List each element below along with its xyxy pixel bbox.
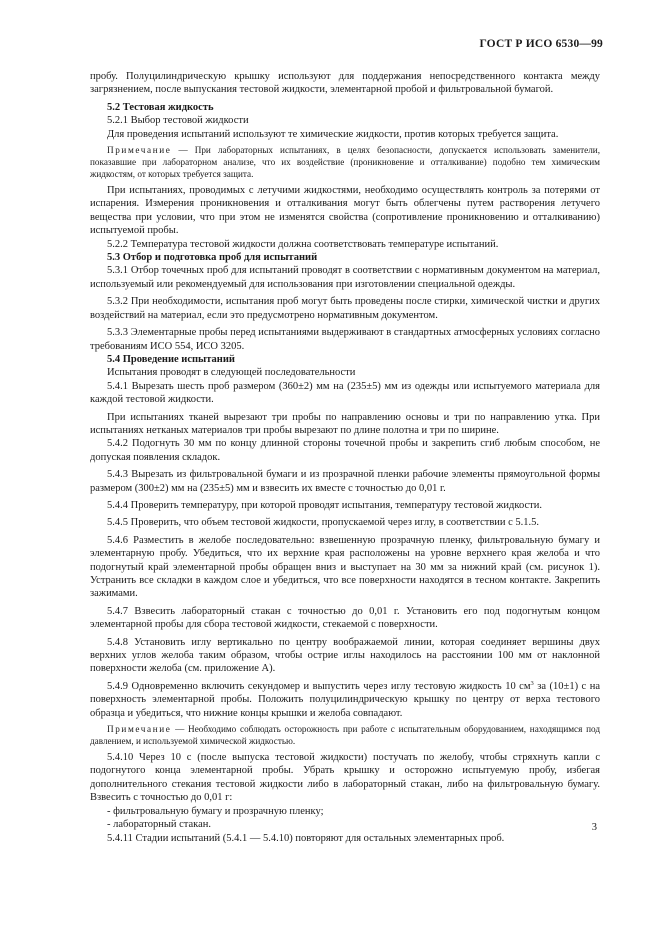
paragraph-5-4-11: 5.4.11 Стадии испытаний (5.4.1 — 5.4.10) повторяют для остальных элементарных проб. xyxy=(107,832,505,844)
paragraph-5-3-1: 5.3.1 Отбор точечных проб для испытаний проводят в соответствии с нормативным документом на материал, используемый или рекомендуемый для использования при изготовлении специальной одежды. xyxy=(90,265,600,290)
document-body xyxy=(90,70,600,845)
note-label: Примечание xyxy=(107,724,172,735)
paragraph-volatile: При испытаниях, проводимых с летучими жидкостями, необходимо осуществлять контроль за потерями от испарения. Измерения проникновения и отталкивания могут быть облегчены путем растворения летучего вещества при условии, что при этом не изменятся свойства (сопротивление проникновению и отталкиванию) испытуемой пробы. xyxy=(90,185,600,237)
paragraph-5-4-9-start: 5.4.9 Одновременно включить секундомер и выпустить через иглу тестовую жидкость 10 см xyxy=(107,680,531,692)
list-item: - лабораторный стакан. xyxy=(107,819,212,831)
note-label: Примечание xyxy=(107,145,172,156)
paragraph-5-4-9 xyxy=(90,680,600,720)
paragraph-5-4-5: 5.4.5 Проверить, что объем тестовой жидкости, пропускаемой через иглу, в соответствии с 5.1.5. xyxy=(107,517,540,529)
paragraph-5-4-2: 5.4.2 Подогнуть 30 мм по концу длинной стороны точечной пробы и закрепить сгиб любым способом, не допуская появления складок. xyxy=(90,438,600,463)
note-text: — Необходимо соблюдать осторожность при работе с испытательным оборудованием, находящимся под давлением, и используемой химической жидкостью. xyxy=(90,724,600,747)
paragraph-5-4-1: 5.4.1 Вырезать шесть проб размером (360±2) мм на (235±5) мм из одежды или испытуемого материала для каждой тестовой жидкости. xyxy=(90,380,600,406)
paragraph-5-4-4: 5.4.4 Проверить температуру, при которой проводят испытания, температуру тестовой жидкости. xyxy=(107,499,542,511)
paragraph-5-3-3: 5.3.3 Элементарные пробы перед испытаниями выдерживают в стандартных атмосферных условиях согласно требованиям ИСО 554, ИСО 3205. xyxy=(90,327,600,352)
paragraph-5-4-intro: Испытания проводят в следующей последовательности xyxy=(107,367,356,379)
superscript-3: 3 xyxy=(530,679,534,687)
note-text: — При лабораторных испытаниях, в целях безопасности, допускается использовать заменители, показавшие при лабораторном анализе, что их воздействие (проникновение и отталкивание) подобно тем химическим жидкостям, от которых требуется защита. xyxy=(90,145,600,180)
paragraph-fabric: При испытаниях тканей вырезают три пробы по направлению основы и три по направлению утка. При испытаниях нетканых материалов три пробы вырезают по длине полотна и три по ширине. xyxy=(90,411,600,436)
paragraph-5-2-1-text: Для проведения испытаний используют те химические жидкости, против которых требуется защита. xyxy=(107,128,559,140)
paragraph-intro: пробу. Полуцилиндрическую крышку используют для поддержания непосредственного контакта между загрязнением, после выпускания тестовой жидкости, элементарной пробой и фильтровальной бумагой. xyxy=(90,71,600,96)
paragraph-5-4-8: 5.4.8 Установить иглу вертикально по центру воображаемой линии, которая соединяет вершины двух верхних углов желоба таким образом, чтобы острие иглы находилось на расстоянии 100 мм от наклонной поверхности желоба (см. приложение А). xyxy=(90,636,600,675)
heading-5-4: 5.4 Проведение испытаний xyxy=(107,353,235,365)
paragraph-5-4-3: 5.4.3 Вырезать из фильтровальной бумаги и из прозрачной пленки рабочие элементы прямоугольной формы размером (300±2) мм на (235±5) мм и взвесить их вместе с точностью до 0,01 г. xyxy=(90,469,600,494)
standard-header: ГОСТ Р ИСО 6530—99 xyxy=(479,38,603,50)
note-substitutes xyxy=(90,144,600,180)
paragraph-5-2-2: 5.2.2 Температура тестовой жидкости должна соответствовать температуре испытаний. xyxy=(107,238,499,250)
paragraph-5-3-2: 5.3.2 При необходимости, испытания проб могут быть проведены после стирки, химической чистки и других воздействий на материал, если это предусмотрено нормативным документом. xyxy=(90,296,600,321)
heading-5-2: 5.2 Тестовая жидкость xyxy=(107,101,214,113)
paragraph-5-4-10: 5.4.10 Через 10 с (после выпуска тестовой жидкости) постучать по желобу, чтобы стряхнуть капли с подогнутого конца элементарной пробы. Убрать крышку и осторожно испытуемую пробу, избегая дополнительного стекания тестовой жидкости либо в лабораторный стакан, либо на фильтровальную бумагу. Взвесить с точностью до 0,01 г: xyxy=(90,752,600,804)
paragraph-5-4-9-end: за (10±1) с на поверхность элементарной пробы. Положить полуцилиндрическую крышку по центру от верха тестового образца и убедиться, что нижние концы крышки и желоба совпадают. xyxy=(90,680,600,719)
page-number: 3 xyxy=(591,822,597,833)
list-item: - фильтровальную бумагу и прозрачную пленку; xyxy=(107,805,324,817)
note-caution xyxy=(90,723,600,747)
heading-5-3: 5.3 Отбор и подготовка проб для испытаний xyxy=(107,252,318,264)
paragraph-5-2-1: 5.2.1 Выбор тестовой жидкости xyxy=(107,115,249,127)
paragraph-5-4-7: 5.4.7 Взвесить лабораторный стакан с точностью до 0,01 г. Установить его под подогнутым концом элементарной пробы для сбора тестовой жидкости, стекаемой с поверхности. xyxy=(90,605,600,631)
paragraph-5-4-6: 5.4.6 Разместить в желобе последовательно: взвешенную прозрачную пленку, фильтровальную бумагу и элементарную пробу. Убедиться, что их верхние края расположены на уровне верхнего края желоба и что подогнутый край элементарной пробы обращен вниз и выступает на 30 мм за нижний край (см. рисунок 1). Устранить все складки в каждом слое и убедиться, что все поверхности находятся в тесном контакте. Закрепить зажимами. xyxy=(90,534,600,600)
